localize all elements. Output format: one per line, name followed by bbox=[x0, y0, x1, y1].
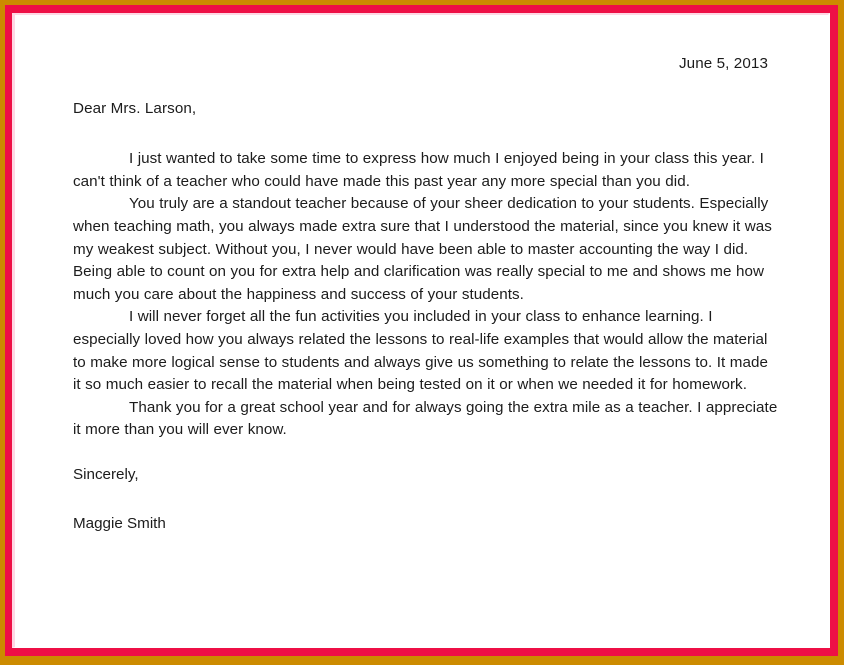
letter-page bbox=[12, 13, 830, 648]
letter-inner-border bbox=[5, 5, 838, 656]
letter-paragraph: Thank you for a great school year and for always going the extra mile as a teacher. I appreciate it more than you will ever know. bbox=[73, 398, 778, 439]
letter-paragraph: I just wanted to take some time to express how much I enjoyed being in your class this year. I can't think of a teacher who could have made this past year any more special than you did. bbox=[73, 150, 764, 190]
letter-closing: Sincerely, bbox=[73, 465, 139, 483]
letter-date: June 5, 2013 bbox=[678, 55, 768, 72]
letter-content bbox=[15, 15, 828, 647]
letter-paragraph: I will never forget all the fun activities you included in your class to enhance learning. I especially loved how you always related the lessons to real-life examples that would allow the material to make more logical sense to students and always give us something to relate the lessons to. It made it so much easier to recall the material when being tested on it or when we needed it for homework. bbox=[73, 308, 768, 394]
letter-signature: Maggie Smith bbox=[73, 514, 166, 532]
letter-body bbox=[57, 148, 784, 442]
letter-paragraph: You truly are a standout teacher because of your sheer dedication to your students. Especially when teaching math, you always made extra sure that I understood the material, since you knew it was my weakest subject. Without you, I never would have been able to master accounting the way I did. Being able to count on you for extra help and clarification was really special to me and shows me how much you care about the happiness and success of your students. bbox=[73, 195, 772, 303]
letter-salutation: Dear Mrs. Larson, bbox=[73, 99, 197, 117]
